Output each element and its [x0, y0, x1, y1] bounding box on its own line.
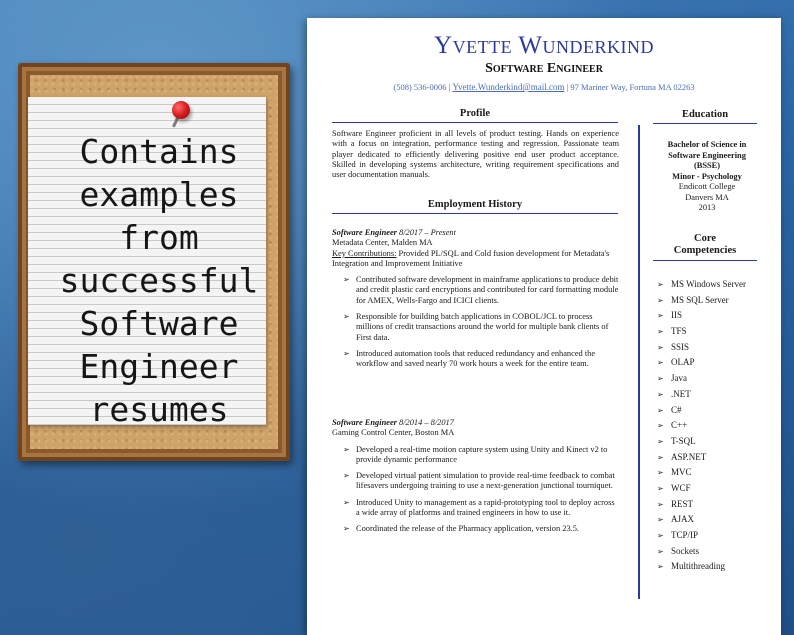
note-line: successful [59, 261, 259, 300]
competency-label: REST [671, 498, 694, 509]
note-line: Engineer [79, 347, 239, 386]
arrow-bullet-icon: ➢ [657, 327, 664, 337]
competency-item [657, 355, 767, 371]
job-title: Software Engineer [332, 418, 397, 427]
resume-job-title: Software Engineer [485, 61, 603, 76]
note-line: from [119, 218, 199, 257]
competency-label: SSIS [671, 341, 690, 352]
push-pin-icon [172, 101, 190, 119]
competency-item [657, 497, 767, 513]
note-line: Software [79, 304, 239, 343]
competency-item [657, 481, 767, 497]
education-heading: Education [653, 109, 757, 124]
contact-email-link[interactable]: Yvette.Wunderkind@mail.com [452, 82, 565, 92]
arrow-bullet-icon: ➢ [657, 405, 664, 415]
job-company: Metadata Center, Malden MA [332, 238, 433, 248]
job-entry [332, 418, 619, 535]
competency-item [657, 371, 767, 387]
arrow-bullet-icon: ➢ [657, 342, 664, 352]
job-title: Software Engineer [332, 228, 397, 237]
job-dates: 8/2017 – Present [396, 228, 456, 237]
competency-label: .NET [671, 388, 691, 399]
contact-address: | 97 Mariner Way, Fortuna MA 02263 [566, 82, 695, 92]
arrow-bullet-icon: ➢ [657, 389, 664, 399]
job-title-line [332, 228, 619, 238]
column-divider [638, 125, 640, 599]
resume-page [307, 18, 781, 635]
competency-item [657, 324, 767, 340]
arrow-bullet-icon: ➢ [657, 468, 664, 478]
degree-line: (BSSE) [693, 161, 721, 170]
degree-line: Software Engineering [668, 150, 746, 160]
list-item: ➢ Coordinated the release of the Pharmacy application, version 23.5. [343, 524, 580, 534]
arrow-bullet-icon: ➢ [657, 421, 664, 431]
job-entry [332, 228, 619, 370]
arrow-bullet-icon: ➢ [343, 348, 350, 358]
competency-item [657, 293, 767, 309]
job-company: Gaming Control Center, Boston MA [332, 428, 455, 438]
note-text [28, 130, 290, 431]
competency-label: Java [671, 373, 687, 384]
competencies-heading [653, 233, 757, 261]
arrow-bullet-icon: ➢ [343, 444, 350, 454]
competency-label: C# [671, 404, 682, 415]
competency-item [657, 387, 767, 403]
competency-label: TCP/IP [671, 530, 699, 540]
competency-label: AJAX [671, 514, 695, 525]
school-location: Danvers MA [685, 192, 729, 202]
competency-label: T-SQL [671, 435, 696, 446]
competency-label: MVC [671, 467, 692, 478]
arrow-bullet-icon: ➢ [343, 524, 350, 534]
key-contributions-text: Provided PL/SQL and Cold fusion development for Metadata's Integration and Improvement Initiative [332, 248, 610, 268]
competencies-list [657, 277, 767, 575]
arrow-bullet-icon: ➢ [657, 452, 664, 462]
arrow-bullet-icon: ➢ [343, 275, 350, 285]
arrow-bullet-icon: ➢ [657, 499, 664, 509]
list-item: ➢ Responsible for building batch applications in COBOL/JCL to process millions of credit transactions around the world for multiple bank clients of First data. [343, 312, 609, 342]
arrow-bullet-icon: ➢ [657, 515, 664, 525]
competency-item [657, 450, 767, 466]
minor: Minor - Psychology [672, 171, 742, 181]
education-block [653, 140, 761, 214]
note-line: examples [79, 175, 239, 214]
job-bullets [332, 445, 619, 535]
arrow-bullet-icon: ➢ [343, 312, 350, 322]
competency-item [657, 465, 767, 481]
resume-name: Yvette Wunderkind [434, 32, 654, 59]
competency-label: MS SQL Server [671, 294, 729, 305]
competency-label: WCF [671, 482, 691, 493]
competency-item [657, 528, 767, 544]
arrow-bullet-icon: ➢ [657, 311, 664, 321]
arrow-bullet-icon: ➢ [657, 483, 664, 493]
competency-item [657, 512, 767, 528]
arrow-bullet-icon: ➢ [657, 358, 664, 368]
key-contributions [332, 249, 619, 270]
profile-text: Software Engineer proficient in all levels of product testing. Hands on experience with a focus on integration, performance testing and regression. Passionate team player dedicated to efficiently delivering positive end user product acceptance. Skilled in developing systems architecture, writing requirement specifications and user documentation manuals. [332, 129, 619, 180]
note-line: Contains [79, 132, 239, 171]
job-dates: 8/2014 – 8/2017 [396, 418, 454, 427]
list-item: ➢ Introduced Unity to management as a rapid-prototyping tool to deploy across a wide array of platforms and trained engineers in how to use it. [343, 497, 615, 518]
arrow-bullet-icon: ➢ [657, 436, 664, 446]
arrow-bullet-icon: ➢ [657, 280, 664, 289]
key-contributions-label: Key Contributions: [332, 248, 397, 258]
arrow-bullet-icon: ➢ [657, 531, 664, 540]
competencies-heading-line: Competencies [673, 245, 737, 256]
competencies-heading-line: Core [694, 233, 716, 244]
competency-item [657, 277, 767, 293]
competency-label: ASP.NET [671, 451, 707, 462]
list-item: ➢ Developed virtual patient simulation to provide real-time feedback to combat lifesavers undergoing training to use a next-generation junctional tourniquet. [343, 471, 615, 491]
arrow-bullet-icon: ➢ [657, 374, 664, 384]
profile-heading: Profile [332, 108, 618, 123]
degree-line: Bachelor of Science in [667, 140, 747, 149]
competency-item [657, 434, 767, 450]
competency-item [657, 544, 767, 560]
competency-item [657, 308, 767, 324]
note-line: resumes [89, 390, 229, 429]
job-bullets [332, 275, 619, 369]
arrow-bullet-icon: ➢ [657, 546, 664, 556]
competency-item [657, 418, 767, 434]
competency-label: Sockets [671, 545, 699, 556]
employment-heading: Employment History [332, 199, 618, 214]
list-item: ➢ Contributed software development in mainframe applications to produce debit and credit plastic card encryptions and contributed for card formatting module for AMEX, Wells-Fargo and ICICI clients. [343, 275, 619, 305]
competency-label: MS Windows Server [671, 279, 746, 289]
graduation-year: 2013 [698, 203, 716, 212]
competency-label: C++ [671, 420, 688, 431]
job-title-line [332, 418, 619, 428]
competency-item [657, 403, 767, 419]
competency-item [657, 340, 767, 356]
competency-item [657, 559, 767, 575]
arrow-bullet-icon: ➢ [343, 471, 350, 481]
contact-phone: (508) 536-0006 | [393, 82, 451, 92]
competency-label: Multithreading [671, 561, 725, 572]
competency-label: IIS [671, 310, 682, 321]
arrow-bullet-icon: ➢ [343, 497, 350, 507]
arrow-bullet-icon: ➢ [657, 295, 664, 305]
list-item: ➢ Introduced automation tools that reduced redundancy and enhanced the workflow and saved nearly 70 work hours a week for the entire team. [343, 348, 596, 369]
competency-label: TFS [671, 326, 687, 337]
competency-label: OLAP [671, 357, 695, 368]
list-item: ➢ Developed a real-time motion capture system using Unity and Kinect v2 to provide dynamic performance [343, 444, 608, 464]
school: Endicott College [678, 182, 736, 191]
arrow-bullet-icon: ➢ [657, 562, 664, 572]
contact-line [307, 82, 781, 92]
